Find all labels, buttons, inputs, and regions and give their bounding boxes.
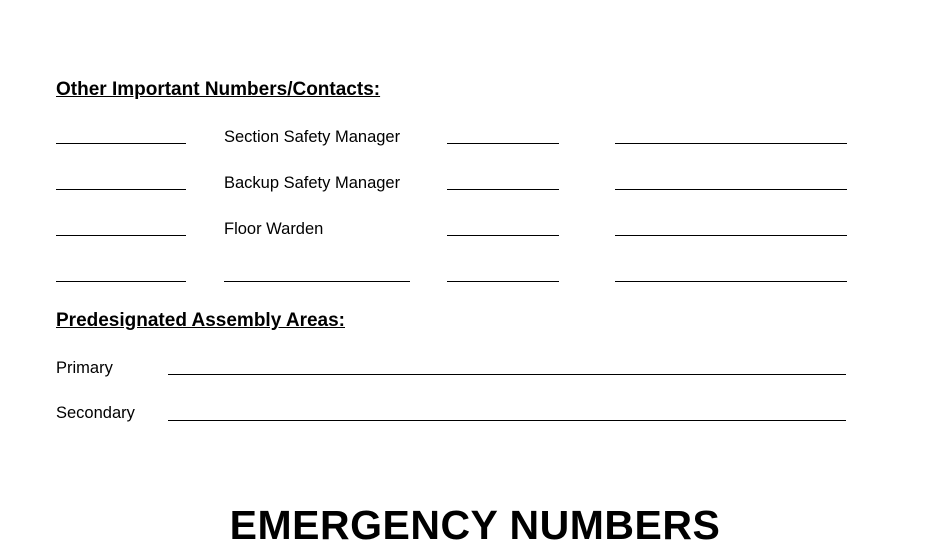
contact-notes-blank[interactable]: [615, 281, 847, 282]
primary-area-blank[interactable]: [168, 374, 846, 375]
contact-notes-blank[interactable]: [615, 143, 847, 144]
primary-area-label: Primary: [56, 359, 113, 377]
contact-phone-blank[interactable]: [447, 143, 559, 144]
contact-phone-blank[interactable]: [447, 235, 559, 236]
contact-role-label: Backup Safety Manager: [224, 174, 401, 192]
secondary-area-label: Secondary: [56, 404, 135, 422]
contact-role-label: Floor Warden: [224, 220, 324, 238]
contact-role-label: Section Safety Manager: [224, 128, 401, 146]
emergency-numbers-title: EMERGENCY NUMBERS: [229, 502, 721, 548]
contact-name-blank[interactable]: [56, 281, 186, 282]
secondary-area-blank[interactable]: [168, 420, 846, 421]
contact-role-blank[interactable]: [224, 281, 410, 282]
contact-notes-blank[interactable]: [615, 189, 847, 190]
contact-phone-blank[interactable]: [447, 189, 559, 190]
contact-name-blank[interactable]: [56, 235, 186, 236]
other-contacts-heading: Other Important Numbers/Contacts:: [56, 79, 381, 100]
contact-name-blank[interactable]: [56, 189, 186, 190]
assembly-areas-heading: Predesignated Assembly Areas:: [56, 310, 345, 331]
contact-phone-blank[interactable]: [447, 281, 559, 282]
contact-notes-blank[interactable]: [615, 235, 847, 236]
contact-name-blank[interactable]: [56, 143, 186, 144]
